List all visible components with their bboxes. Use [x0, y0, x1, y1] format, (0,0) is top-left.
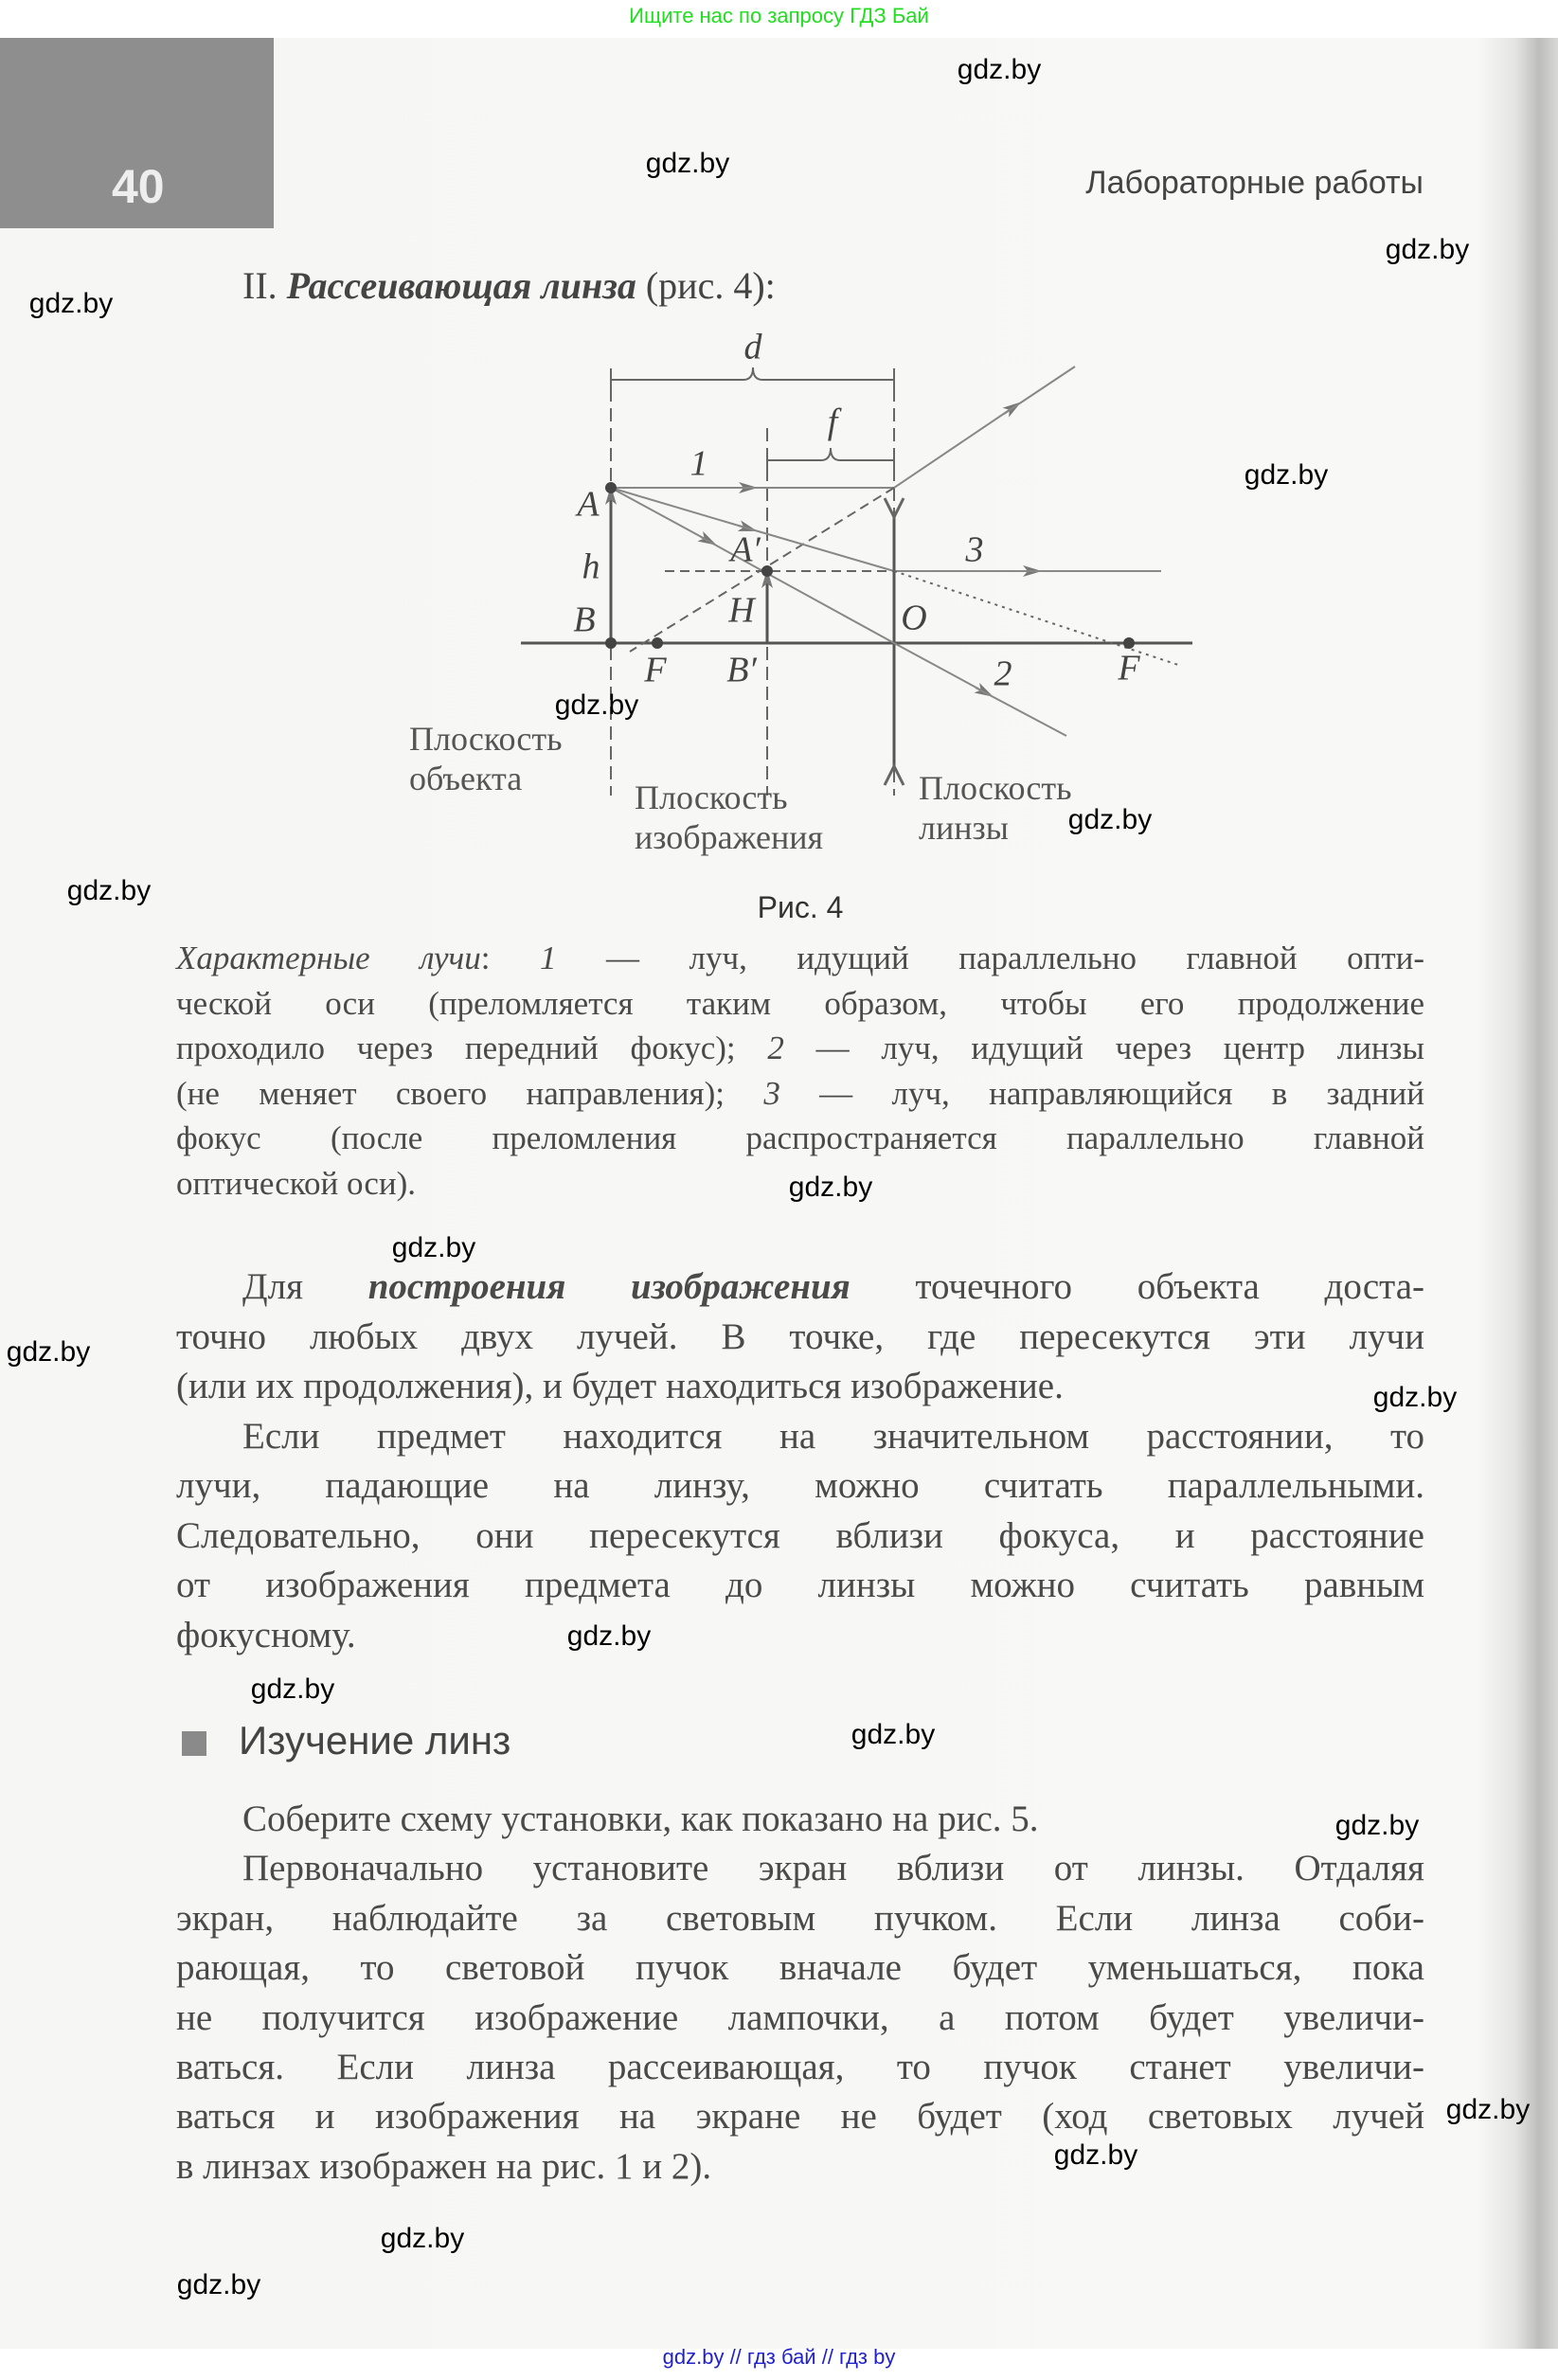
ray-2-incident — [611, 488, 708, 541]
text-segment: Соберите схему установки, как показано на рис. 5. — [242, 1798, 1039, 1839]
text-segment: точно любых двух лучей. В точке, где пересекутся эти лучи — [176, 1315, 1424, 1357]
heading-square-icon — [182, 1731, 206, 1756]
emphasized-text: Характерные лучи — [176, 939, 481, 976]
heading-text: Изучение линз — [239, 1718, 511, 1763]
text-segment: Для — [242, 1266, 368, 1307]
text-segment: Первоначально установите экран вблизи от линзы. Отдаляя — [242, 1848, 1424, 1889]
watermark-text: gdz.by — [66, 875, 152, 906]
watermark-text: gdz.by — [1067, 804, 1153, 835]
point-F-right — [1123, 637, 1135, 649]
text-segment: (или их продолжения), и будет находиться изображение. — [176, 1366, 1064, 1406]
object-plane-label-1: Плоскость — [409, 720, 563, 758]
text-segment: точечного объекта доста- — [850, 1266, 1424, 1307]
ray-3-incident — [611, 488, 748, 528]
text-segment: : — [480, 939, 540, 976]
image-plane-label-1: Плоскость — [635, 778, 788, 816]
label-B-prime: B′ — [726, 650, 757, 690]
page-number: 40 — [112, 160, 165, 213]
watermark-text: gdz.by — [1372, 1382, 1458, 1413]
label-ray-3: 3 — [965, 529, 984, 570]
watermark-text: gdz.by — [566, 1620, 652, 1652]
section-title-text: Рассеивающая линза — [286, 264, 636, 307]
ray-1-refracted — [894, 407, 1013, 488]
watermark-text: gdz.by — [380, 2223, 465, 2254]
text-segment: — луч, идущий параллельно главной опти- — [556, 939, 1424, 976]
section-number: II. — [242, 264, 278, 307]
label-f: f — [827, 402, 838, 442]
label-F-left: F — [644, 650, 667, 690]
section-title-ref: (рис. 4): — [645, 264, 776, 307]
text-segment: проходило через передний фокус); — [176, 1029, 768, 1067]
emphasized-text: 2 — [767, 1029, 784, 1067]
text-segment: ваться и изображения на экране не будет (ход световых лучей — [176, 2096, 1424, 2138]
watermark-text: gdz.by — [6, 1336, 91, 1368]
watermark-text: gdz.by — [1244, 459, 1329, 491]
lens-plane-label-2: линзы — [919, 809, 1009, 847]
watermark-text: gdz.by — [176, 2269, 261, 2300]
text-segment: Следовательно, они пересекутся вблизи фокуса, и расстояние — [176, 1514, 1424, 1556]
figure-4-diagram — [0, 0, 1558, 871]
watermark-text: gdz.by — [957, 54, 1042, 85]
image-plane-label-2: изображения — [635, 818, 824, 856]
text-segment: ваться. Если линза рассеивающая, то пучок станет увеличи- — [176, 2046, 1424, 2087]
text-segment: (не меняет своего направления); — [176, 1074, 764, 1112]
text-segment: рающая, то световой пучок вначале будет уменьшаться, пока — [176, 1947, 1424, 1989]
paragraph-characteristic-rays — [176, 939, 1424, 1210]
watermark-text: gdz.by — [1053, 2139, 1138, 2171]
watermark-text: gdz.by — [788, 1172, 873, 1203]
label-ray-1: 1 — [689, 443, 708, 484]
label-A: A — [577, 484, 600, 525]
watermark-text: gdz.by — [554, 689, 639, 721]
point-A — [605, 482, 617, 493]
paragraph-image-construction — [176, 1265, 1424, 1663]
point-F-left — [652, 637, 663, 649]
text-segment: в линзах изображен на рис. 1 и 2). — [176, 2145, 712, 2187]
watermark-text: gdz.by — [391, 1232, 476, 1263]
text-segment: фокус (после преломления распространяется параллельно главной — [176, 1119, 1424, 1157]
label-h: h — [582, 546, 600, 587]
label-O: O — [901, 598, 927, 638]
lens-plane-label-1: Плоскость — [919, 769, 1072, 807]
figure-caption: Рис. 4 — [757, 890, 844, 924]
footer-links[interactable]: gdz.by // гдз бай // гдз by — [662, 2345, 896, 2369]
watermark-text: gdz.by — [1445, 2094, 1531, 2125]
text-segment: — луч, идущий через центр линзы — [783, 1029, 1424, 1067]
text-segment: Если предмет находится на значительном расстоянии, то — [242, 1415, 1424, 1457]
emphasized-text: 1 — [539, 939, 557, 976]
text-segment: ческой оси (преломляется таким образом, чтобы его продолжение — [176, 984, 1424, 1022]
watermark-text: gdz.by — [645, 148, 730, 179]
watermark-text: gdz.by — [28, 288, 114, 319]
watermark-text: gdz.by — [1385, 234, 1470, 265]
text-segment: — луч, направляющийся в задний — [779, 1074, 1425, 1112]
emphasized-text: 3 — [763, 1074, 780, 1112]
emphasized-text: построения изображения — [367, 1266, 851, 1307]
point-B — [605, 637, 617, 649]
text-segment: от изображения предмета до линзы можно считать равным — [176, 1565, 1424, 1605]
label-A-prime: A′ — [730, 529, 761, 570]
point-A-prime — [761, 565, 773, 577]
ray-2-transmitted — [894, 643, 985, 692]
label-ray-2: 2 — [994, 653, 1012, 694]
text-segment: оптической оси). — [176, 1164, 417, 1202]
text-segment: экран, наблюдайте за световым пучком. Если линза соби- — [176, 1897, 1424, 1939]
text-segment: не получится изображение лампочки, а потом будет увеличи- — [176, 1996, 1424, 2038]
text-segment: фокусному. — [176, 1614, 356, 1655]
text-segment: лучи, падающие на линзу, можно считать параллельными. — [176, 1465, 1424, 1506]
watermark-text: gdz.by — [1334, 1810, 1420, 1841]
running-header: Лабораторные работы — [1085, 165, 1424, 201]
section-heading — [182, 1718, 510, 1763]
watermark-text: gdz.by — [250, 1673, 335, 1705]
label-H: H — [728, 590, 755, 631]
top-banner[interactable]: Ищите нас по запросу ГДЗ Бай — [629, 4, 929, 27]
d-bracket — [611, 367, 894, 392]
object-plane-label-2: объекта — [409, 760, 523, 797]
label-B: B — [573, 599, 596, 640]
paragraph-lens-study — [176, 1798, 1424, 2194]
label-F-right: F — [1118, 648, 1140, 689]
label-d: d — [743, 327, 762, 367]
watermark-text: gdz.by — [851, 1719, 936, 1750]
f-bracket — [767, 448, 894, 473]
